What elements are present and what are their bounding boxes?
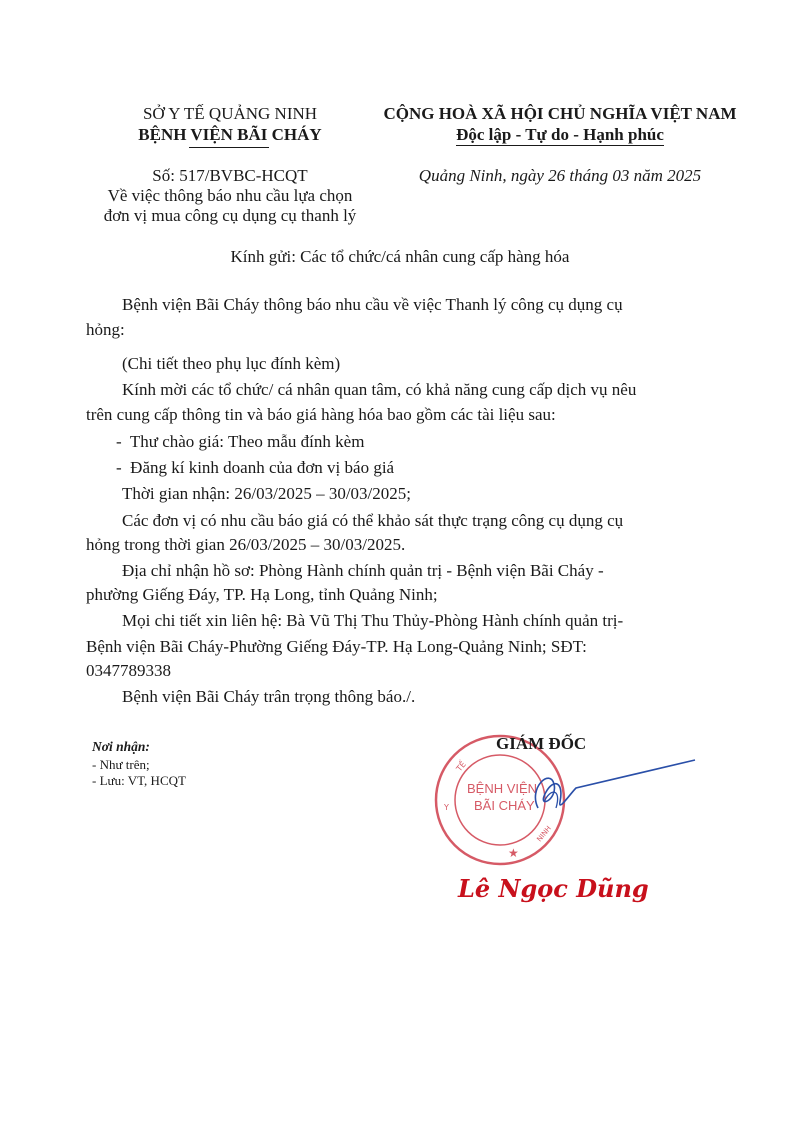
p6-line1: Địa chỉ nhận hồ sơ: Phòng Hành chính quản trị - Bệnh viện Bãi Cháy - bbox=[122, 561, 604, 580]
p3-line2: trên cung cấp thông tin và báo giá hàng hóa bao gồm các tài liệu sau: bbox=[86, 405, 556, 424]
recipient-2: - Lưu: VT, HCQT bbox=[92, 773, 186, 788]
p7-line3: 0347789338 bbox=[86, 661, 171, 680]
p5-line1: Các đơn vị có nhu cầu báo giá có thể khảo sát thực trạng công cụ dụng cụ bbox=[122, 511, 624, 530]
p2: (Chi tiết theo phụ lục đính kèm) bbox=[122, 354, 341, 373]
p7-line1: Mọi chi tiết xin liên hệ: Bà Vũ Thị Thu Thủy-Phòng Hành chính quản trị- bbox=[122, 611, 624, 630]
p5-line2: hỏng trong thời gian 26/03/2025 – 30/03/2025. bbox=[86, 535, 406, 554]
svg-text:Y: Y bbox=[444, 803, 449, 812]
issuing-hospital bbox=[100, 125, 360, 145]
stamp-line-2: BÃI CHÁY bbox=[474, 798, 535, 813]
stamp-line-1: BỆNH VIỆN bbox=[467, 781, 538, 796]
motto bbox=[370, 125, 750, 145]
p6-line2: phường Giếng Đáy, TP. Hạ Long, tỉnh Quảng Ninh; bbox=[86, 585, 438, 604]
signature-title: GIÁM ĐỐC bbox=[496, 734, 587, 753]
p1-line2: hỏng: bbox=[86, 320, 125, 339]
hospital-name: BỆNH VIỆN BÃI CHÁY bbox=[138, 125, 322, 144]
document-number: Số: 517/BVBC-HCQT bbox=[152, 166, 308, 185]
signer-name: Lê Ngọc Dũng bbox=[458, 874, 649, 903]
signature-scribble-icon bbox=[520, 758, 700, 828]
bullet-1: - Thư chào giá: Theo mẫu đính kèm bbox=[116, 432, 365, 451]
recipients-label: Nơi nhận: bbox=[92, 739, 150, 754]
subject-line-2: đơn vị mua công cụ dụng cụ thanh lý bbox=[103, 206, 357, 225]
country-name: CỘNG HOÀ XÃ HỘI CHỦ NGHĨA VIỆT NAM bbox=[383, 104, 737, 123]
motto-text: Độc lập - Tự do - Hạnh phúc bbox=[456, 125, 664, 144]
handwritten-signature bbox=[520, 758, 700, 828]
p7-line2: Bệnh viện Bãi Cháy-Phường Giếng Đáy-TP. Hạ Long-Quảng Ninh; SĐT: bbox=[86, 637, 587, 656]
svg-text:TẾ: TẾ bbox=[454, 759, 468, 774]
place-date: Quảng Ninh, ngày 26 tháng 03 năm 2025 bbox=[418, 166, 702, 185]
p8: Bệnh viện Bãi Cháy trân trọng thông báo./. bbox=[122, 687, 416, 706]
hospital-underline bbox=[189, 147, 269, 148]
salutation: Kính gửi: Các tổ chức/cá nhân cung cấp hàng hóa bbox=[230, 247, 570, 266]
p3-line1: Kính mời các tổ chức/ cá nhân quan tâm, có khả năng cung cấp dịch vụ nêu bbox=[122, 380, 637, 399]
svg-text:★: ★ bbox=[508, 846, 519, 860]
p4: Thời gian nhận: 26/03/2025 – 30/03/2025; bbox=[122, 484, 411, 503]
bullet-2: - Đăng kí kinh doanh của đơn vị báo giá bbox=[116, 458, 395, 477]
svg-text:NINH: NINH bbox=[535, 824, 553, 844]
issuing-department: SỞ Y TẾ QUẢNG NINH bbox=[142, 104, 318, 123]
p1-line1: Bệnh viện Bãi Cháy thông báo nhu cầu về việc Thanh lý công cụ dụng cụ bbox=[122, 295, 623, 314]
subject-line-1: Về việc thông báo nhu cầu lựa chọn bbox=[107, 186, 353, 205]
recipient-1: - Như trên; bbox=[92, 757, 150, 772]
